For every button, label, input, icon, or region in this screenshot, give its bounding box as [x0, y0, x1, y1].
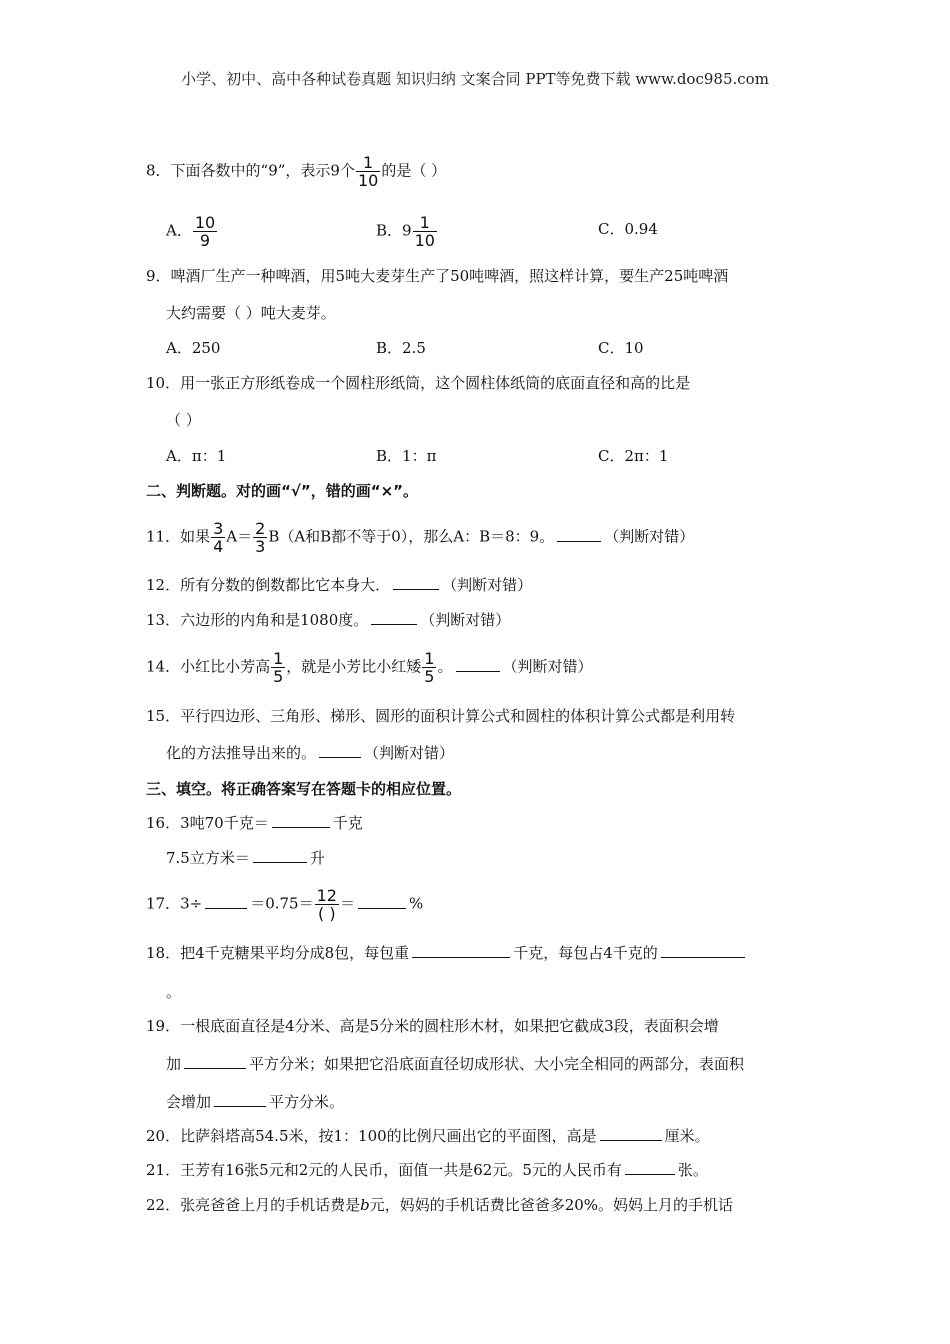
question-19-line3: 会增加 平方分米。: [166, 1093, 345, 1111]
question-12: 12．所有分数的倒数都比它本身大． （判断对错）: [146, 576, 533, 594]
answer-blank[interactable]: [184, 1054, 246, 1069]
question-19-line1: 19．一根底面直径是4分米、高是5分米的圆柱形木材，如果把它截成3段，表面积会增: [146, 1017, 719, 1035]
question-8: 8．下面各数中的“9”，表示9个 $\frac{1}{10}$ 的是（ ）: [146, 153, 447, 190]
answer-blank[interactable]: [661, 943, 745, 958]
fraction: $\frac{1}{10}$: [357, 153, 379, 190]
q10-option-b[interactable]: B．1：π: [376, 447, 437, 465]
question-16-line2: 7.5立方米＝ 升: [166, 849, 325, 867]
question-16-line1: 16．3吨70千克＝ 千克: [146, 814, 363, 832]
answer-blank[interactable]: [456, 657, 500, 672]
q8-option-a[interactable]: A． $\frac{10}{9}$: [166, 213, 216, 250]
answer-blank[interactable]: [625, 1160, 675, 1175]
question-10-line2: （ ）: [166, 411, 201, 429]
page-header: 小学、初中、高中各种试卷真题 知识归纳 文案合同 PPT等免费下载 www.doc985.com: [181, 70, 769, 88]
question-9-line2: 大约需要（ ）吨大麦芽。: [166, 304, 336, 322]
q8-option-b[interactable]: B．9 $\frac{1}{10}$: [376, 213, 435, 250]
question-15-line1: 15．平行四边形、三角形、梯形、圆形的面积计算公式和圆柱的体积计算公式都是利用转: [146, 707, 736, 725]
q10-option-c[interactable]: C．2π：1: [598, 447, 669, 465]
answer-blank[interactable]: [272, 813, 330, 828]
answer-blank[interactable]: [412, 943, 510, 958]
question-11: 11．如果 $\frac{3}{4}$ A＝ $\frac{2}{3}$ B（A和B都不等于0），那么A：B＝8：9。 （判断对错）: [146, 519, 695, 556]
question-18: 18．把4千克糖果平均分成8包，每包重 千克，每包占4千克的: [146, 943, 748, 963]
question-18-line2: 。: [166, 983, 182, 1001]
answer-blank[interactable]: [253, 848, 307, 863]
answer-blank[interactable]: [205, 894, 247, 909]
question-10-line1: 10．用一张正方形纸卷成一个圆柱形纸筒，这个圆柱体纸筒的底面直径和高的比是: [146, 374, 691, 392]
question-20: 20．比萨斜塔高54.5米，按1：100的比例尺画出它的平面图，高是 厘米。: [146, 1127, 710, 1145]
question-21: 21．王芳有16张5元和2元的人民币，面值一共是62元。5元的人民币有 张。: [146, 1161, 708, 1179]
answer-blank[interactable]: [358, 894, 406, 909]
q10-option-a[interactable]: A．π：1: [166, 447, 227, 465]
section-3-heading: 三、填空。将正确答案写在答题卡的相应位置。: [146, 780, 462, 798]
question-14: 14．小红比小芳高 $\frac{1}{5}$ ，就是小芳比小红矮 $\frac{1}{5}$ 。 （判断对错）: [146, 649, 593, 686]
answer-blank[interactable]: [393, 575, 439, 590]
q9-option-b[interactable]: B．2.5: [376, 339, 426, 357]
q8-option-c[interactable]: C．0.94: [598, 220, 658, 238]
question-22: 22．张亮爸爸上月的手机话费是b元，妈妈的手机话费比爸爸多20%。妈妈上月的手机话: [146, 1196, 734, 1214]
question-17: 17．3÷ ＝0.75＝ $\frac{12}{( )}$ ＝ %: [146, 886, 424, 923]
answer-blank[interactable]: [214, 1092, 266, 1107]
answer-blank[interactable]: [600, 1126, 662, 1141]
question-15-line2: 化的方法推导出来的。 （判断对错）: [166, 744, 455, 762]
answer-blank[interactable]: [319, 743, 361, 758]
answer-blank[interactable]: [557, 527, 601, 542]
q9-option-c[interactable]: C．10: [598, 339, 644, 357]
answer-blank[interactable]: [371, 610, 417, 625]
q9-option-a[interactable]: A．250: [166, 339, 221, 357]
section-2-heading: 二、判断题。对的画“√”，错的画“×”。: [146, 482, 419, 500]
question-9-line1: 9．啤酒厂生产一种啤酒，用5吨大麦芽生产了50吨啤酒，照这样计算，要生产25吨啤酒: [146, 267, 729, 285]
question-13: 13．六边形的内角和是1080度。 （判断对错）: [146, 611, 511, 629]
question-19-line2: 加 平方分米；如果把它沿底面直径切成形状、大小完全相同的两部分，表面积: [166, 1055, 745, 1073]
